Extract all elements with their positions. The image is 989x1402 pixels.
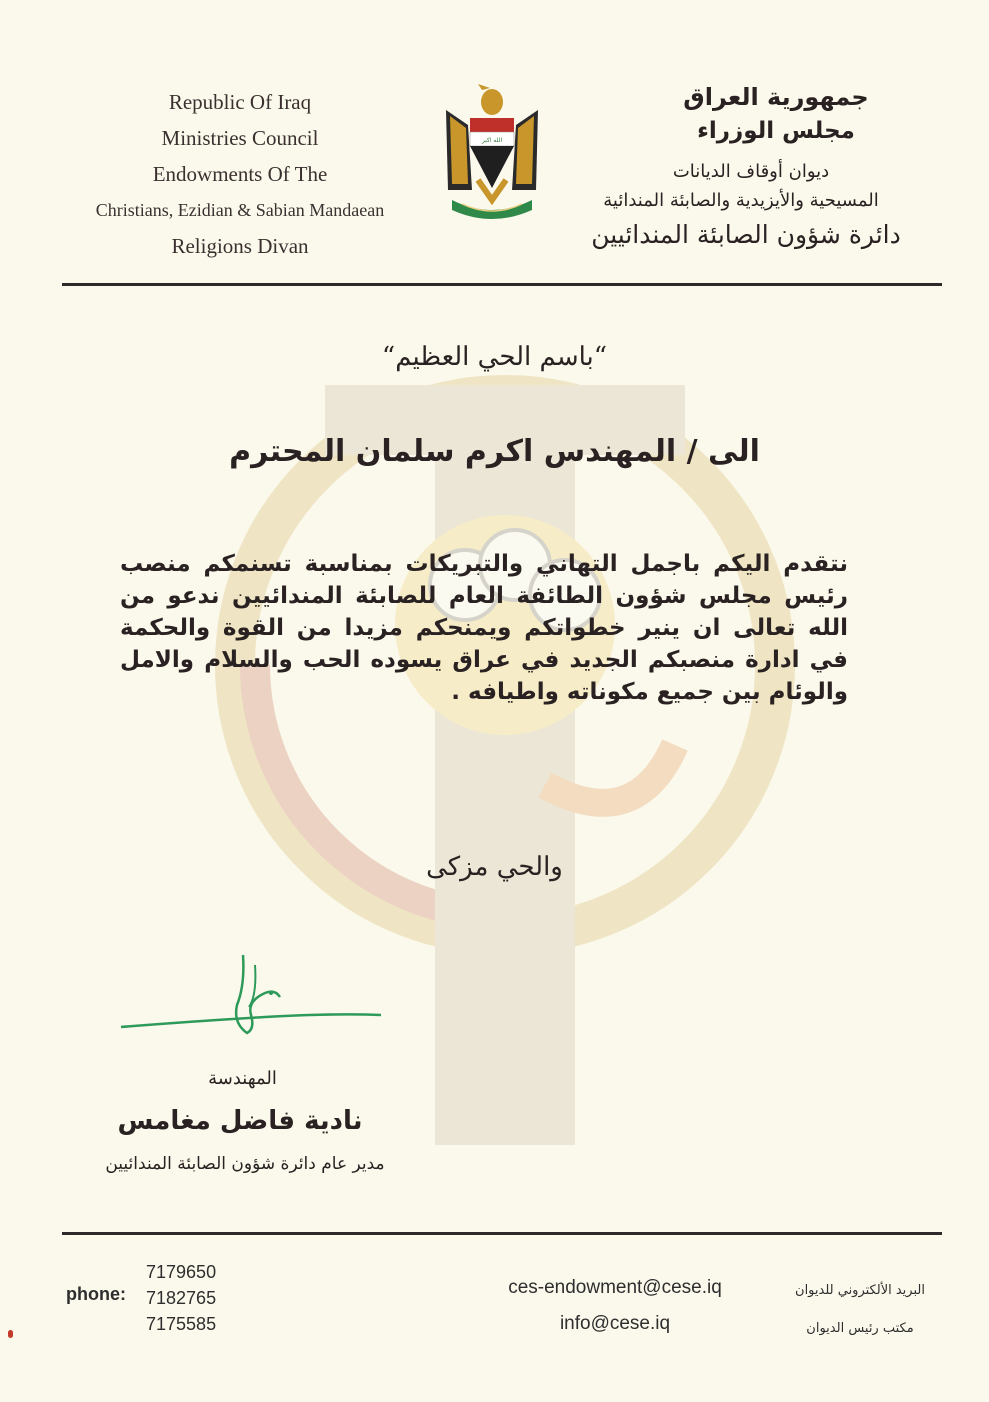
footer-arabic-labels (770, 1272, 950, 1348)
header-en-line-3: Endowments Of The (152, 162, 328, 186)
email-address[interactable]: info@cese.iq (559, 1313, 671, 1334)
email-list (470, 1270, 760, 1342)
letter-body: نتقدم اليكم باجمل التهاني والتبريكات بمناسبة تسنمكم منصب رئيس مجلس شؤون الطائفة العام للصابئة المندائيين ندعو من الله تعالى ان ينير خطواتكم ويمنحكم مزيدا من القوة والحكمة في ادارة منصبكم الجديد في عراق يسوده الحب والسلام والامل والوئام بين جميع مكوناته واطيافه . (120, 551, 848, 705)
header-divider (62, 283, 942, 286)
phone-numbers (146, 1259, 216, 1337)
recipient-line: الى / المهندس اكرم سلمان المحترم (229, 434, 760, 469)
header-ar-line-1: جمهورية العراق (683, 83, 869, 111)
footer-arabic-line: البريد الألكتروني للديوان (795, 1283, 925, 1298)
header-en-line-4: Christians, Ezidian & Sabian Mandaean (95, 200, 385, 220)
header-ar-line-5: دائرة شؤون الصابئة المندائيين (591, 220, 901, 249)
phone-number: 7175585 (146, 1314, 217, 1334)
header-ar-line-4: المسيحية والأيزيدية والصابئة المندائية (603, 190, 879, 211)
handwritten-signature (115, 945, 385, 1045)
phone-label: phone: (66, 1284, 126, 1304)
header-ar-line-3: ديوان أوقاف الديانات (672, 161, 830, 182)
footer-arabic-line: مكتب رئيس الديوان (806, 1321, 914, 1336)
signatory-role: مدير عام دائرة شؤون الصابئة المندائيين (105, 1154, 385, 1174)
header-en-line-1: Republic Of Iraq (168, 90, 312, 114)
phone-number: 7179650 (146, 1262, 217, 1282)
email-address[interactable]: ces-endowment@cese.iq (508, 1277, 722, 1298)
svg-text:الله اكبر: الله اكبر (481, 137, 503, 144)
iraq-eagle-emblem-icon (438, 80, 546, 225)
footer-divider (62, 1232, 942, 1235)
arabic-header (541, 80, 941, 254)
basmala: “باسم الحي العظيم“ (381, 342, 608, 372)
ink-mark (8, 1330, 13, 1338)
closing-line: والحي مزكى (426, 852, 563, 882)
signatory-title: المهندسة (208, 1068, 277, 1089)
phone-number: 7182765 (146, 1288, 217, 1308)
header-en-line-5: Religions Divan (171, 234, 309, 258)
signatory-name: نادية فاضل مغامس (117, 1106, 363, 1136)
header-en-line-2: Ministries Council (161, 126, 319, 150)
header-ar-line-2: مجلس الوزراء (697, 118, 855, 144)
mandaean-watermark-icon (215, 365, 795, 1165)
english-header (60, 84, 420, 264)
